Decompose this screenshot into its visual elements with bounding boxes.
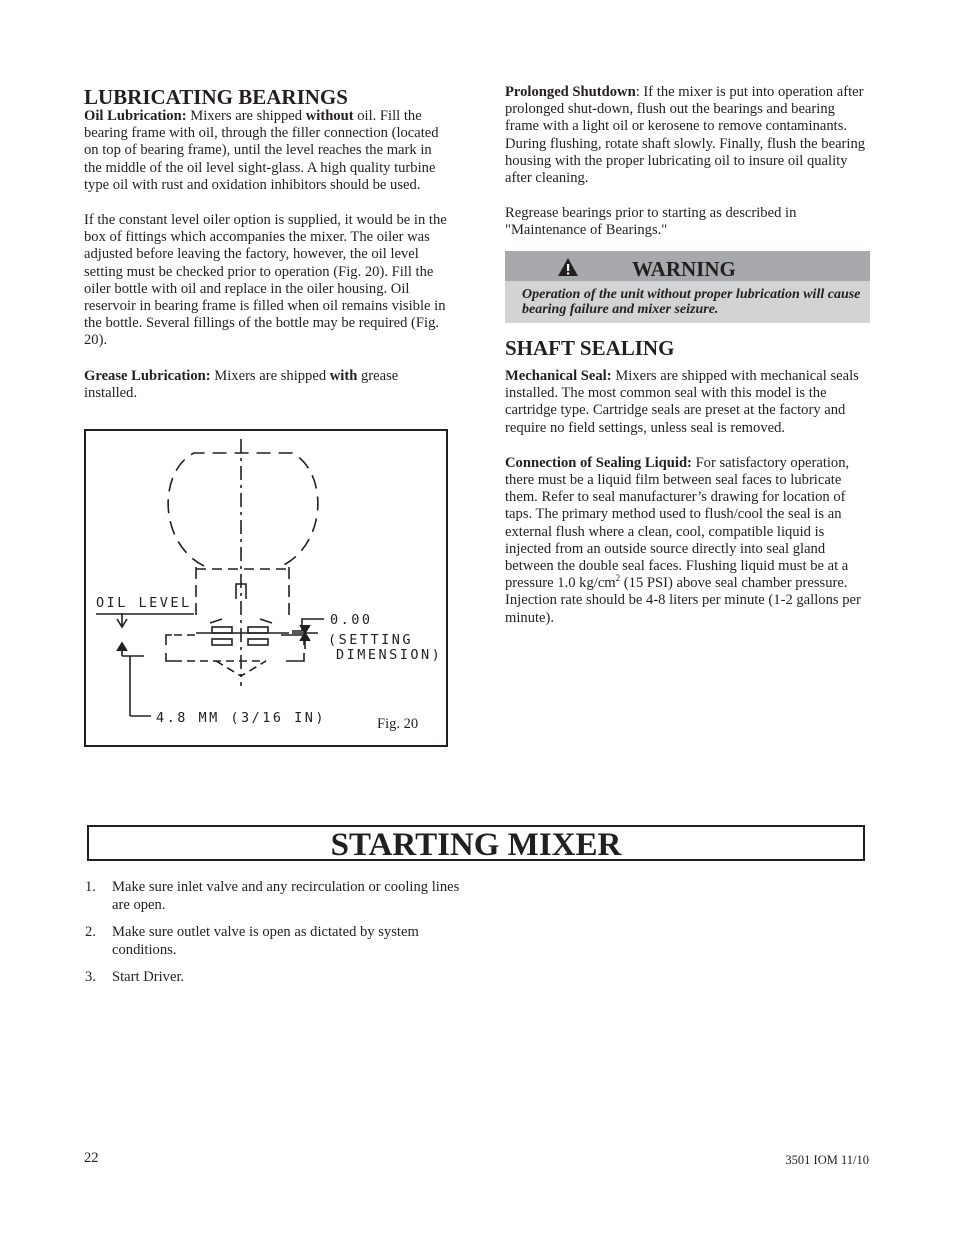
step-text: Start Driver. [112,969,185,986]
lubricating-bearings-heading: LUBRICATING BEARINGS [84,85,348,109]
grease-text-2: grease installed. [84,367,399,401]
setting-value: 0.00 [330,612,373,628]
figure-20 [84,429,448,747]
step-number: 2. [85,924,96,941]
oil-level-label: OIL LEVEL [96,595,192,611]
mechanical-seal-paragraph [505,368,873,437]
left-column [84,86,450,420]
shaft-sealing-section [505,337,873,645]
superscript-2: 2 [615,573,621,584]
grease-text-1: Mixers are shipped [210,367,330,384]
list-item [84,879,464,914]
sealing-liquid-text-2: (15 PSI) above seal chamber pressure. Injection rate should be 4-8 liters per minute (1-2 gallons per minute). [505,575,861,626]
oiler-paragraph: If the constant level oiler option is supplied, it would be in the box of fittings which accompanies the mixer. The oiler was adjusted before leaving the factory, however, the oil level setting must be checked prior to operation (Fig. 20). Fill the oiler bottle with oil and replace in the oiler housing. Oil reservoir in bearing frame is filled when oil remains visible in the bottle. Several fillings of the bottle may be required (Fig. 20). [84,212,447,349]
dimension-label: 4.8 MM (3/16 IN) [156,710,327,726]
sealing-liquid-text-1: For satisfactory operation, there must be a liquid film between seal faces to lubricate them. Refer to seal manufacturer’s drawing for location of taps. The primary method used to flush/cool the seal is an external flush where a clean, cool, compatible liquid is injected from an outside source directly into seal gland between the double seal faces. Flushing liquid must be at a pressure 1.0 kg/cm [505,454,850,592]
steps-list [84,879,464,997]
prolonged-shutdown-paragraph [505,84,871,187]
grease-lubrication-paragraph [84,368,450,402]
document-id: 3501 IOM 11/10 [785,1153,869,1167]
list-item [84,924,464,959]
regrease-paragraph: Regrease bearings prior to starting as described in "Maintenance of Bearings." [505,205,797,239]
figure-caption: Fig. 20 [377,716,419,732]
shaft-sealing-heading: SHAFT SEALING [505,336,675,360]
grease-text-bold: with [329,367,358,384]
page-number: 22 [84,1150,99,1166]
oil-text-1: Mixers are shipped [186,108,306,124]
setting-label-1: (SETTING [328,632,414,648]
warning-box [505,251,870,323]
mechanical-seal-text: Mixers are shipped with mechanical seals installed. The most common seal with this model is the cartridge type. Cartridge seals are preset at the factory and require no field settings, unless seal is removed. [505,368,859,436]
warning-title: WARNING [632,257,736,281]
step-number: 3. [85,969,96,986]
list-item [84,969,464,987]
starting-mixer-banner [87,825,865,861]
warning-bar [505,251,870,281]
right-column [505,84,871,258]
sealing-liquid-paragraph [505,455,873,627]
oil-text-2: oil. Fill the bearing frame with oil, through the filler connection (located on top of bearing frame), until the level reaches the mark in the middle of the oil level sight-glass. A high quality turbine type oil with rust and oxidation inhibitors should be used. [84,108,439,193]
warning-text: Operation of the unit without proper lubrication will cause bearing failure and mixer seizure. [505,281,870,323]
oiler-diagram [86,431,448,747]
prolonged-shutdown-label: Prolonged Shutdown [505,84,636,100]
banner-title: STARTING MIXER [330,827,622,863]
setting-label-2: DIMENSION) [336,647,443,663]
oil-lubrication-label: Oil Lubrication: [84,108,187,124]
mechanical-seal-label: Mechanical Seal: [505,368,612,384]
oil-lubrication-paragraph [84,108,450,194]
sealing-liquid-label: Connection of Sealing Liquid: [505,454,692,471]
warning-triangle-icon [557,257,579,277]
step-text: Make sure inlet valve and any recirculation or cooling lines are open. [112,879,460,913]
step-text: Make sure outlet valve is open as dictated by system conditions. [112,924,419,958]
prolonged-shutdown-text: : If the mixer is put into operation after prolonged shut-down, flush out the bearings and bearing frame with a light oil or kerosene to remove contaminants. During flushing, rotate shaft slowly. Finally, flush the bearing housing with the proper lubricating oil to insure oil quality after cleaning. [505,84,866,187]
grease-lubrication-label: Grease Lubrication: [84,367,211,384]
oil-text-bold: without [305,108,354,124]
step-number: 1. [85,879,96,895]
